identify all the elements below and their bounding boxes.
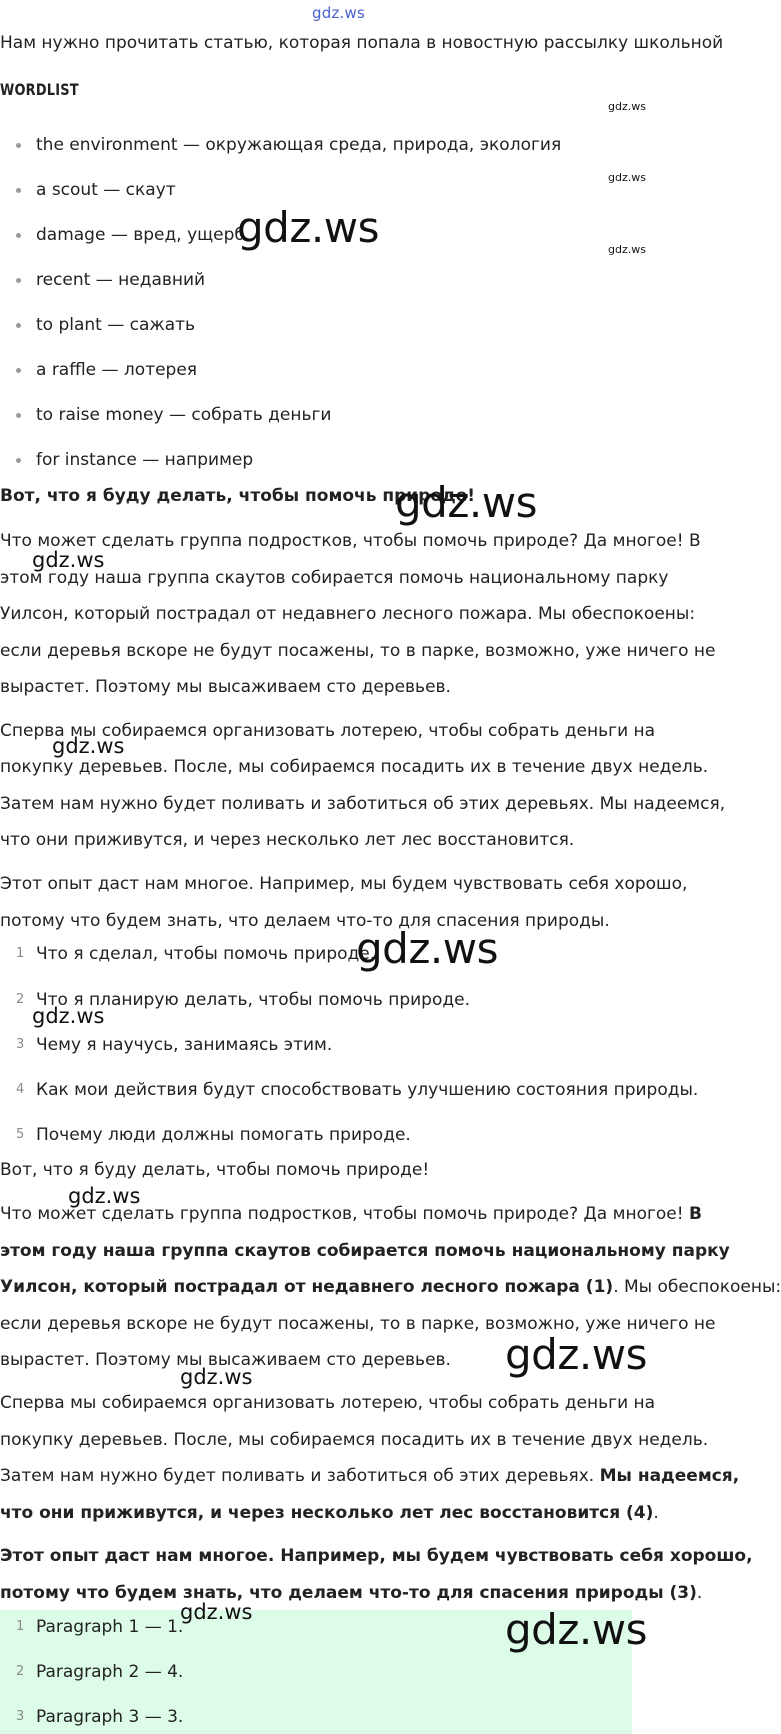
article-line: что они приживутся, и через несколько лет лес восстановится. [0, 830, 575, 850]
watermark: gdz.ws [608, 171, 646, 184]
bullet-dot-icon [16, 233, 21, 238]
bullet-dot-icon [16, 323, 21, 328]
article-line: покупку деревьев. После, мы собираемся посадить их в течение двух недель. [0, 757, 709, 777]
page: gdz.ws Нам нужно прочитать статью, которая попала в новостную рассылку школьной WORDLIST the environment — окружающая среда, природа, экология a scout — скаут damage — вред, ущерб recent — недавний to plant — сажать a raffle — лотерея to raise money — собрать деньги for instance — например Вот, что я буду делать, чтобы помочь природе! Что может сделать группа подростков, чтобы помочь природе? Да многое! В этом году наша группа скаутов собирается помочь национальному парку Уилсон, который пострадал от недавнего лесного пожара. Мы обеспокоены: если деревья вскоре не будут посажены, то в парке, возможно, уже ничего не вырастет. Поэтому мы высаживаем сто деревьев. Сперва мы собираемся организовать лотерею, чтобы собрать деньги на покупку деревьев. После, мы собираемся посадить их в течение двух недель. Затем нам нужно будет поливать и заботиться об этих деревьях. Мы надеемся, что они приживутся, и через несколько лет лес восстановится. Этот опыт даст нам многое. Например, мы будем чувствовать себя хорошо, потому что будем знать, что делаем что-то для спасения природы. 1 Что я сделал, чтобы помочь природе. 2 Что я планирую делать, чтобы помочь природе. 3 Чему я научусь, занимаясь этим. 4 Как мои действия будут способствовать улучшению состояния природы. 5 Почему люди должны помогать природе. Вот, что я буду делать, чтобы помочь природе! Что может сделать группа подростков, чтобы помочь природе? Да многое! В этом году наша группа скаутов собирается помочь национальному парку Уилсон, который пострадал от недавнего лесного пожара (1). Мы обеспокоены: если деревья вскоре не будут посажены, то в парке, возможно, уже ничего не вырастет. Поэтому мы высаживаем сто деревьев. Сперва мы собираемся организовать лотерею, чтобы собрать деньги на покупку деревьев. После, мы собираемся посадить их в течение двух недель. Затем нам нужно будет поливать и заботиться об этих деревьях. Мы надеемся, что они приживутся, и через несколько лет лес восстановится (4). Этот опыт даст нам многое. Например, мы будем чувствовать себя хорошо, потому что будем знать, что делаем что-то для спасения природы (3). 1 Paragraph 1 — 1. 2 Paragraph 2 — 4. 3 Paragraph 3 — 3. gdz.ws gdz.ws gdz.ws gdz.ws gdz.ws gdz.ws gdz.ws gdz.ws gdz.ws gdz.ws gdz.ws gdz.ws gdz.ws gdz.ws [0, 0, 680, 1734]
article-line: этом году наша группа скаутов собирается помочь национальному парку [0, 568, 669, 588]
watermark: gdz.ws [237, 203, 379, 252]
article-line: Затем нам нужно будет поливать и заботиться об этих деревьях. Мы надеемся, [0, 794, 726, 814]
article-line: потому что будем знать, что делаем что-то для спасения природы. [0, 911, 610, 931]
article-line: Сперва мы собираемся организовать лотерею, чтобы собрать деньги на [0, 1393, 656, 1413]
article-line: если деревья вскоре не будут посажены, то в парке, возможно, уже ничего не [0, 641, 716, 661]
site-logo[interactable]: gdz.ws [312, 4, 365, 22]
intro-line: Нам нужно прочитать статью, которая попала в новостную рассылку школьной [0, 33, 724, 53]
watermark: gdz.ws [180, 1365, 253, 1389]
watermark: gdz.ws [52, 734, 125, 758]
article-title: Вот, что я буду делать, чтобы помочь природе! [0, 486, 476, 506]
article-line: Этот опыт даст нам многое. Например, мы будем чувствовать себя хорошо, [0, 874, 688, 894]
watermark: gdz.ws [356, 924, 498, 973]
article-line: покупку деревьев. После, мы собираемся посадить их в течение двух недель. [0, 1430, 709, 1450]
article-line: Что может сделать группа подростков, чтобы помочь природе? Да многое! В [0, 531, 701, 551]
article-line: Затем нам нужно будет поливать и заботиться об этих деревьях. Мы надеемся, [0, 1466, 740, 1486]
watermark: gdz.ws [505, 1605, 647, 1654]
watermark: gdz.ws [32, 548, 105, 572]
article-line: вырастет. Поэтому мы высаживаем сто деревьев. [0, 677, 451, 697]
bullet-dot-icon [16, 368, 21, 373]
watermark: gdz.ws [68, 1184, 141, 1208]
bullet-dot-icon [16, 278, 21, 283]
watermark: gdz.ws [505, 1330, 647, 1379]
bullet-dot-icon [16, 188, 21, 193]
watermark: gdz.ws [608, 243, 646, 256]
article-line: если деревья вскоре не будут посажены, то в парке, возможно, уже ничего не [0, 1314, 716, 1334]
article-line: вырастет. Поэтому мы высаживаем сто деревьев. [0, 1350, 451, 1370]
watermark: gdz.ws [395, 478, 537, 527]
article-line: этом году наша группа скаутов собирается помочь национальному парку [0, 1241, 730, 1261]
article-line: что они приживутся, и через несколько лет лес восстановится (4). [0, 1503, 659, 1523]
bullet-dot-icon [16, 143, 21, 148]
bullet-dot-icon [16, 413, 21, 418]
article-line: Сперва мы собираемся организовать лотерею, чтобы собрать деньги на [0, 721, 656, 741]
article-line: Уилсон, который пострадал от недавнего лесного пожара (1). Мы обеспокоены: [0, 1277, 781, 1297]
wordlist-title: WORDLIST [0, 80, 79, 99]
watermark: gdz.ws [608, 100, 646, 113]
article-line: Этот опыт даст нам многое. Например, мы будем чувствовать себя хорошо, [0, 1546, 753, 1566]
article-line: потому что будем знать, что делаем что-то для спасения природы (3). [0, 1583, 703, 1603]
bullet-dot-icon [16, 458, 21, 463]
article-line: Уилсон, который пострадал от недавнего лесного пожара. Мы обеспокоены: [0, 604, 696, 624]
article-line: Что может сделать группа подростков, чтобы помочь природе? Да многое! В [0, 1204, 702, 1224]
watermark: gdz.ws [32, 1004, 105, 1028]
article-title: Вот, что я буду делать, чтобы помочь природе! [0, 1160, 430, 1180]
watermark: gdz.ws [180, 1600, 253, 1624]
